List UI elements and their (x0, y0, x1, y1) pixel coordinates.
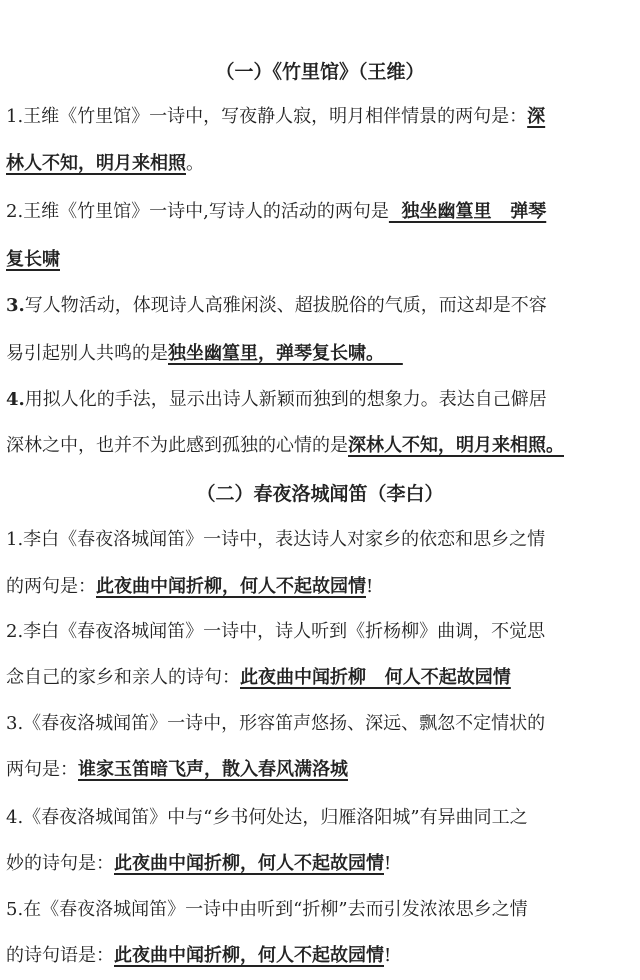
s2-q1-text-cont: 的两句是： (6, 576, 96, 597)
s2-q4-text-cont: 妙的诗句是： (6, 853, 114, 874)
s1-q3-number: 3. (6, 295, 25, 316)
s2-q3-text-cont: 两句是： (6, 759, 78, 780)
s1-q3-text-cont: 易引起别人共鸣的是 (6, 343, 168, 364)
s1-q4-number: 4. (6, 389, 25, 410)
s2-q3-answer: 谁家玉笛暗飞声，散入春风满洛城 (78, 759, 348, 780)
s2-q2-line1 (6, 620, 634, 644)
s1-q1-line2 (6, 152, 634, 176)
s1-q4-line2 (6, 434, 634, 458)
s1-q4-text: 用拟人化的手法，显示出诗人新颖而独到的想象力。表达自己僻居 (24, 389, 547, 410)
s1-q2-answer-part1: 独坐幽篁里 弹琴 (388, 201, 547, 222)
s2-q1-text: 1.李白《春夜洛城闻笛》一诗中，表达诗人对家乡的依恋和思乡之情 (6, 529, 546, 550)
s2-q1-line1 (6, 528, 634, 552)
s2-q5-text-cont: 的诗句语是： (6, 945, 114, 966)
s2-q5-text: 5.在《春夜洛城闻笛》一诗中由听到“折柳”去而引发浓浓思乡之情 (6, 899, 528, 920)
section-1-heading: （一）《竹里馆》（王维） (215, 61, 425, 83)
s1-q1-text: 1.王维《竹里馆》一诗中，写夜静人寂，明月相伴情景的两句是： (6, 106, 528, 127)
s2-q4-answer: 此夜曲中闻折柳，何人不起故园情 (114, 853, 384, 874)
s2-q1-tail: ! (366, 576, 374, 597)
s1-q1-answer-part1: 深 (527, 106, 546, 127)
s1-q3-line2 (6, 342, 634, 366)
s2-q5-line1 (6, 898, 634, 922)
s2-q3-text: 3.《春夜洛城闻笛》一诗中，形容笛声悠扬、深远、飘忽不定情状的 (6, 713, 546, 734)
s2-q2-answer: 此夜曲中闻折柳 何人不起故园情 (240, 667, 511, 688)
s1-q4-text-cont: 深林之中，也并不为此感到孤独的心情的是 (6, 435, 348, 456)
section-2-heading: （二）春夜洛城闻笛（李白） (196, 483, 444, 505)
s2-q4-tail: ! (384, 853, 392, 874)
s1-q3-text: 写人物活动，体现诗人高雅闲淡、超拔脱俗的气质，而这却是不容 (24, 295, 547, 316)
s1-q4-line1 (6, 388, 634, 412)
s1-q2-text: 2.王维《竹里馆》一诗中,写诗人的活动的两句是 (6, 201, 389, 222)
s2-q3-line1 (6, 712, 634, 736)
s1-q2-answer-part2: 复长啸 (6, 249, 60, 270)
s2-q1-line2 (6, 575, 634, 599)
s2-q5-line2 (6, 944, 634, 968)
s1-q2-line1 (6, 200, 634, 224)
s1-q1-tail: 。 (186, 153, 204, 174)
s1-q1-answer-part2: 林人不知，明月来相照 (6, 153, 186, 174)
s1-q3-answer: 独坐幽篁里，弹琴复长啸。 (168, 343, 403, 364)
s1-q2-line2 (6, 248, 634, 272)
s2-q2-text: 2.李白《春夜洛城闻笛》一诗中，诗人听到《折杨柳》曲调，不觉思 (6, 621, 546, 642)
s2-q1-answer: 此夜曲中闻折柳，何人不起故园情 (96, 576, 366, 597)
s2-q5-answer: 此夜曲中闻折柳，何人不起故园情 (114, 945, 384, 966)
s2-q4-text: 4.《春夜洛城闻笛》中与“乡书何处达，归雁洛阳城”有异曲同工之 (6, 807, 528, 828)
s2-q4-line1 (6, 806, 634, 830)
s1-q4-answer: 深林人不知，明月来相照。 (348, 435, 564, 456)
s2-q2-text-cont: 念自己的家乡和亲人的诗句： (6, 667, 240, 688)
s2-q2-line2 (6, 666, 634, 690)
s1-q3-line1 (6, 294, 634, 318)
s2-q5-tail: ! (384, 945, 392, 966)
s1-q1-line1 (6, 105, 634, 129)
s2-q4-line2 (6, 852, 634, 876)
s2-q3-line2 (6, 758, 634, 782)
